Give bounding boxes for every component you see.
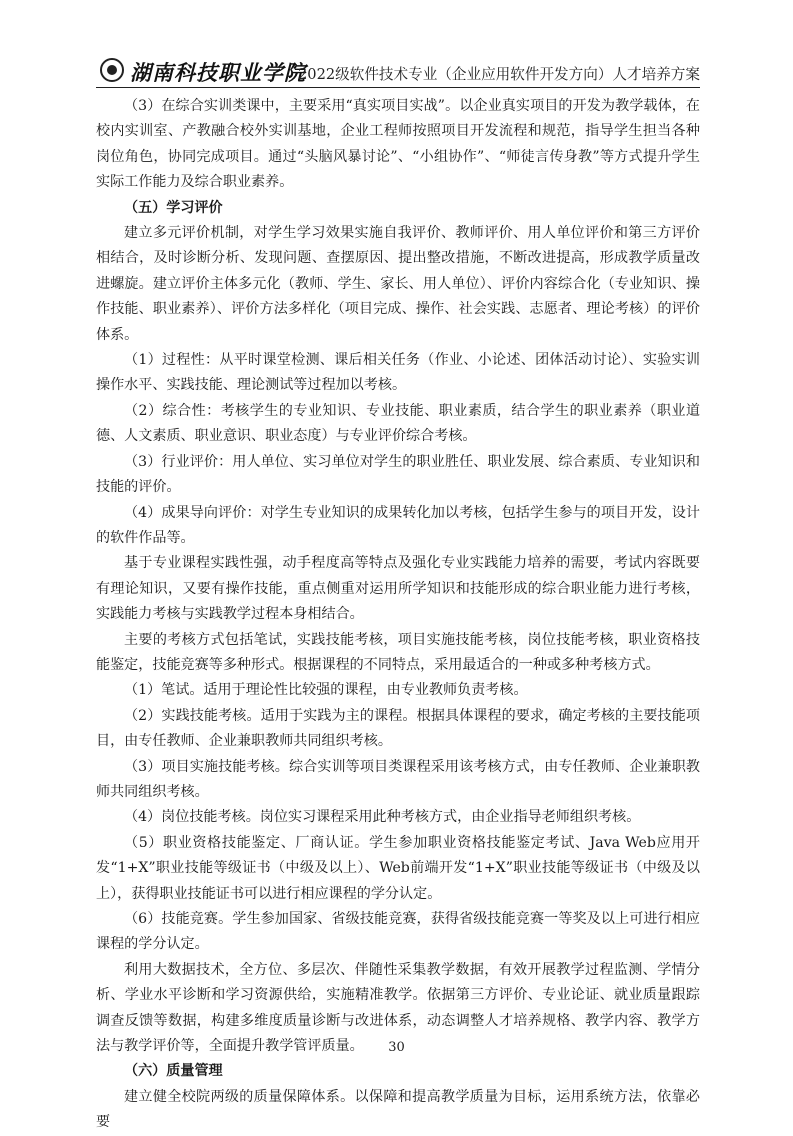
section-heading: （六）质量管理 (124, 1063, 223, 1080)
page-number: 30 (388, 1040, 405, 1055)
school-name: 湖南科技职业学院 (130, 60, 306, 85)
paragraph: （6）技能竞赛。学生参加国家、省级技能竞赛，获得省级技能竞赛一等奖及以上可进行相应课程的学分认定。 (96, 911, 700, 953)
paragraph: （4）岗位技能考核。岗位实习课程采用此种考核方式，由企业指导老师组织考核。 (124, 809, 641, 826)
paragraph: 建立健全校院两级的质量保障体系。以保障和提高教学质量为目标，运用系统方法，依靠必要 (96, 1088, 700, 1131)
paragraph: （1）笔试。适用于理论性比较强的课程，由专业教师负责考核。 (124, 682, 528, 699)
page-header (96, 54, 700, 88)
header-rule (96, 87, 700, 88)
paragraph: 建立多元评价机制，对学生学习效果实施自我评价、教师评价、用人单位评价和第三方评价相结合，及时诊断分析、发现问题、查摆原因、提出整改措施，不断改进提高，形成教学质量改进螺旋。建立评价主体多元化（教师、学生、家长、用人单位）、评价内容综合化（专业知识、操作技能、职业素养）、评价方法多样化（项目完成、操作、社会实践、志愿者、理论考核）的评价体系。 (96, 225, 700, 343)
paragraph: （2）实践技能考核。适用于实践为主的课程。根据具体课程的要求，确定考核的主要技能项目，由专任教师、企业兼职教师共同组织考核。 (96, 707, 700, 750)
paragraph: （4）成果导向评价：对学生专业知识的成果转化加以考核，包括学生参与的项目开发，设计的软件作品等。 (96, 504, 700, 546)
paragraph: （3）在综合实训类课中，主要采用“真实项目实战”。以企业真实项目的开发为教学载体，在校内实训室、产教融合校外实训基地，企业工程师按照项目开发流程和规范，指导学生担当各种岗位角色，协同完成项目。通过“头脑风暴讨论”、“小组协作”、“师徒言传身教”等方式提升学生实际工作能力及综合职业素养。 (96, 98, 700, 191)
paragraph: 基于专业课程实践性强，动手程度高等特点及强化专业实践能力培养的需要，考试内容既要有理论知识，又要有操作技能，重点侧重对运用所学知识和技能形成的综合职业能力进行考核，实践能力考核与实践教学过程本身相结合。 (96, 555, 700, 623)
paragraph: （3）项目实施技能考核。综合实训等项目类课程采用该考核方式，由专任教师、企业兼职教师共同组织考核。 (96, 758, 700, 800)
paragraph: （3）行业评价：用人单位、实习单位对学生的职业胜任、职业发展、综合素质、专业知识和技能的评价。 (96, 453, 700, 496)
school-emblem-icon (100, 58, 124, 82)
paragraph: （1）过程性：从平时课堂检测、课后相关任务（作业、小论述、团体活动讨论）、实验实训操作水平、实践技能、理论测试等过程加以考核。 (96, 352, 700, 394)
school-logo (96, 56, 306, 86)
document-title: 2022级软件技术专业（企业应用软件开发方向）人才培养方案 (298, 66, 700, 83)
document-body (96, 94, 700, 1136)
paragraph: （2）综合性：考核学生的专业知识、专业技能、职业素质，结合学生的职业素养（职业道德、人文素质、职业意识、职业态度）与专业评价综合考核。 (96, 402, 700, 445)
section-heading: （五）学习评价 (124, 199, 223, 216)
paragraph: 利用大数据技术，全方位、多层次、伴随性采集教学数据，有效开展教学过程监测、学情分析、学业水平诊断和学习资源供给，实施精准教学。依据第三方评价、专业论证、就业质量跟踪调查反馈等数据，构建多维度质量诊断与改进体系，动态调整人才培养规格、教学内容、教学方法与教学评价等，全面提升教学管评质量。 (96, 961, 700, 1055)
paragraph: 主要的考核方式包括笔试，实践技能考核，项目实施技能考核，岗位技能考核，职业资格技能鉴定，技能竞赛等多种形式。根据课程的不同特点，采用最适合的一种或多种考核方式。 (96, 631, 700, 673)
paragraph: （5）职业资格技能鉴定、厂商认证。学生参加职业资格技能鉴定考试、Java Web应用开发“1+X”职业技能等级证书（中级及以上）、Web前端开发“1+X”职业技能等级证书（中级及以上），获得职业技能证书可以进行相应课程的学分认定。 (96, 834, 700, 902)
